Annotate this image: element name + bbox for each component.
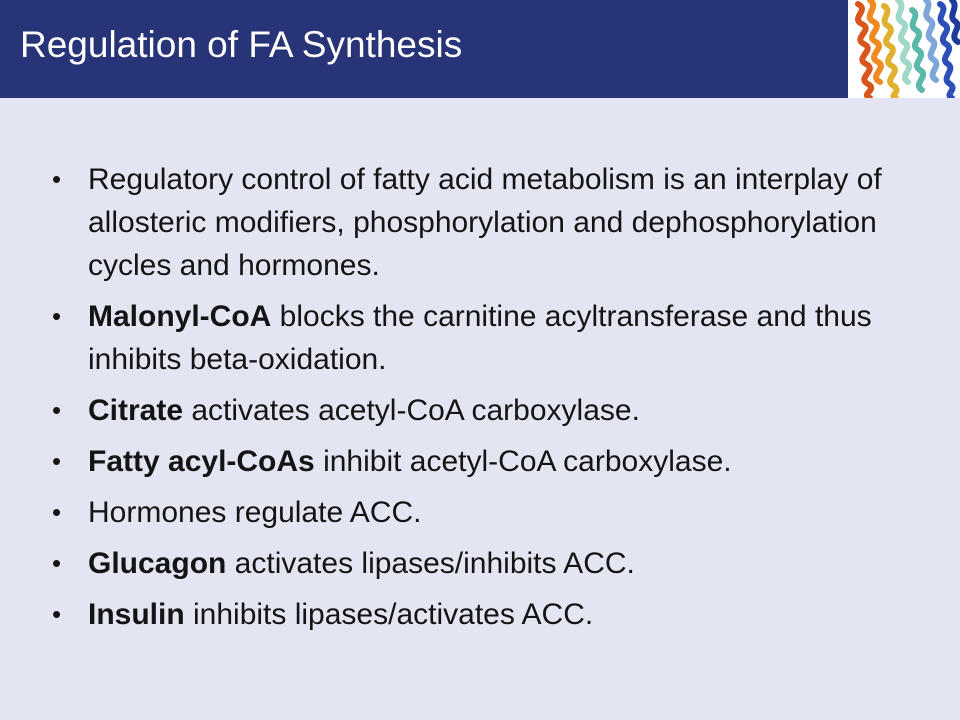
bullet-text: blocks the carnitine acyltransferase and thus inhibits beta-oxidation. — [88, 300, 872, 376]
bullet-item — [52, 389, 922, 432]
protein-ribbon-image — [848, 0, 960, 98]
bullet-item — [52, 491, 922, 534]
bullet-marker: • — [52, 446, 62, 476]
bullet-bold-text: Insulin — [88, 598, 185, 631]
bullet-text: activates lipases/inhibits ACC. — [226, 547, 635, 580]
slide-title: Regulation of FA Synthesis — [20, 24, 463, 65]
bullet-marker: • — [52, 599, 62, 629]
bullet-marker: • — [52, 548, 62, 578]
bullet-marker: • — [52, 395, 62, 425]
bullet-bold-text: Citrate — [88, 394, 184, 427]
bullet-bold-text: Fatty acyl-CoAs — [88, 445, 315, 478]
bullet-text: activates acetyl-CoA carboxylase. — [183, 394, 640, 427]
title-bar — [0, 0, 960, 98]
bullet-text: inhibits lipases/activates ACC. — [184, 598, 594, 631]
bullet-bold-text: Malonyl-CoA — [88, 300, 272, 333]
bullet-item — [52, 593, 922, 636]
bullet-marker: • — [52, 497, 62, 527]
bullet-item — [52, 542, 922, 585]
bullet-text: Hormones regulate ACC. — [88, 496, 422, 529]
bullet-text: Regulatory control of fatty acid metabolism is an interplay of allosteric modifiers, phosphorylation and dephosphorylation cycles and hormones. — [88, 163, 882, 282]
bullet-bold-text: Glucagon — [88, 547, 227, 580]
bullet-marker: • — [52, 164, 62, 194]
bullet-text: inhibit acetyl-CoA carboxylase. — [314, 445, 732, 478]
bullet-marker: • — [52, 301, 62, 331]
bullet-item — [52, 158, 922, 287]
bullet-list — [52, 158, 922, 644]
bullet-item — [52, 440, 922, 483]
bullet-item — [52, 295, 922, 381]
